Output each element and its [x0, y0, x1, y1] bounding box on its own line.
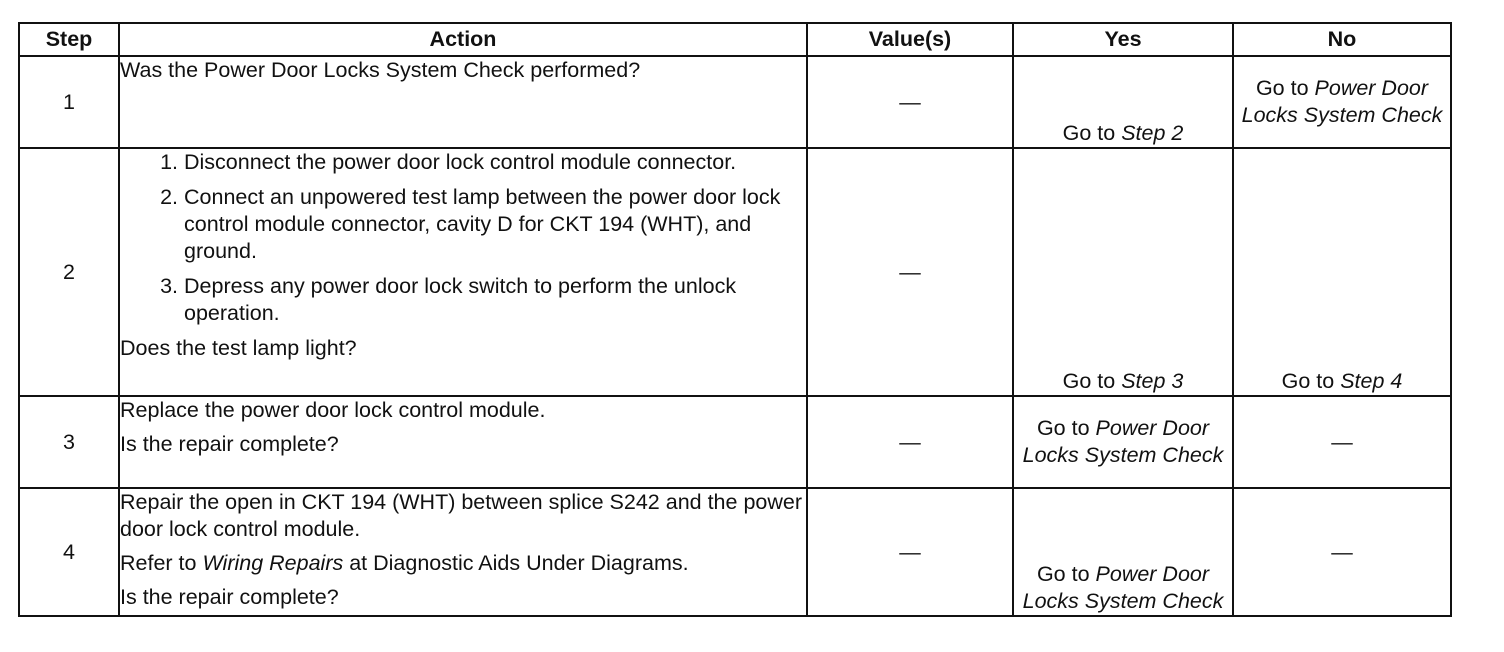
value-cell: —	[807, 396, 1013, 488]
yes-cell	[1013, 396, 1233, 488]
substep	[120, 184, 806, 265]
action-cell	[119, 396, 807, 488]
table-row	[19, 488, 1451, 616]
wiring-repairs-link[interactable]: Wiring Repairs	[202, 551, 344, 575]
substep-text: Connect an unpowered test lamp between the power door lock control module connector, cavity D for CKT 194 (WHT), and ground.	[184, 185, 781, 263]
action-text: Repair the open in CKT 194 (WHT) between splice S242 and the power door lock control module.	[120, 490, 803, 541]
step-number: 1	[19, 56, 119, 148]
question-text: Is the repair complete?	[120, 585, 339, 609]
question-text: Is the repair complete?	[120, 432, 339, 456]
header-step: Step	[19, 23, 119, 56]
table-row	[19, 396, 1451, 488]
value-cell: —	[807, 488, 1013, 616]
value-cell: —	[807, 56, 1013, 148]
yes-link[interactable]: Step 3	[1121, 369, 1184, 393]
yes-cell	[1013, 56, 1233, 148]
yes-cell	[1013, 488, 1233, 616]
step-number: 2	[19, 148, 119, 396]
substep-number: 1.	[160, 150, 178, 174]
step-number: 4	[19, 488, 119, 616]
no-cell: —	[1233, 488, 1451, 616]
yes-link[interactable]: Power Door Locks System Check	[1022, 416, 1224, 467]
refer-suffix: at Diagnostic Aids Under Diagrams.	[343, 551, 689, 575]
yes-prefix: Go to	[1036, 562, 1096, 586]
diagnostic-table	[18, 22, 1452, 617]
action-cell	[119, 148, 807, 396]
no-cell	[1233, 56, 1451, 148]
yes-prefix: Go to	[1062, 369, 1122, 393]
no-prefix: Go to	[1281, 369, 1341, 393]
value-cell: —	[807, 148, 1013, 396]
substep-number: 2.	[160, 185, 178, 209]
action-cell	[119, 56, 807, 148]
action-text: Replace the power door lock control module.	[120, 398, 546, 422]
header-no: No	[1233, 23, 1451, 56]
header-row	[19, 23, 1451, 56]
header-yes: Yes	[1013, 23, 1233, 56]
header-values: Value(s)	[807, 23, 1013, 56]
question-text: Does the test lamp light?	[120, 336, 357, 360]
no-cell	[1233, 148, 1451, 396]
yes-link[interactable]: Power Door Locks System Check	[1022, 562, 1224, 613]
yes-cell	[1013, 148, 1233, 396]
substep-list	[120, 149, 806, 327]
refer-prefix: Refer to	[120, 551, 203, 575]
yes-prefix: Go to	[1062, 121, 1122, 145]
no-link[interactable]: Step 4	[1340, 369, 1403, 393]
no-cell: —	[1233, 396, 1451, 488]
action-cell	[119, 488, 807, 616]
no-link[interactable]: Power Door Locks System Check	[1241, 76, 1443, 127]
header-action: Action	[119, 23, 807, 56]
yes-link[interactable]: Step 2	[1121, 121, 1184, 145]
yes-prefix: Go to	[1036, 416, 1096, 440]
no-prefix: Go to	[1255, 76, 1315, 100]
substep-text: Disconnect the power door lock control module connector.	[184, 150, 737, 174]
substep	[120, 273, 806, 327]
table-row	[19, 148, 1451, 396]
substep-number: 3.	[160, 274, 178, 298]
substep-text: Depress any power door lock switch to perform the unlock operation.	[184, 274, 737, 325]
table-row	[19, 56, 1451, 148]
action-text: Was the Power Door Locks System Check performed?	[120, 58, 641, 82]
substep	[120, 149, 806, 176]
refer-text	[120, 550, 806, 577]
step-number: 3	[19, 396, 119, 488]
